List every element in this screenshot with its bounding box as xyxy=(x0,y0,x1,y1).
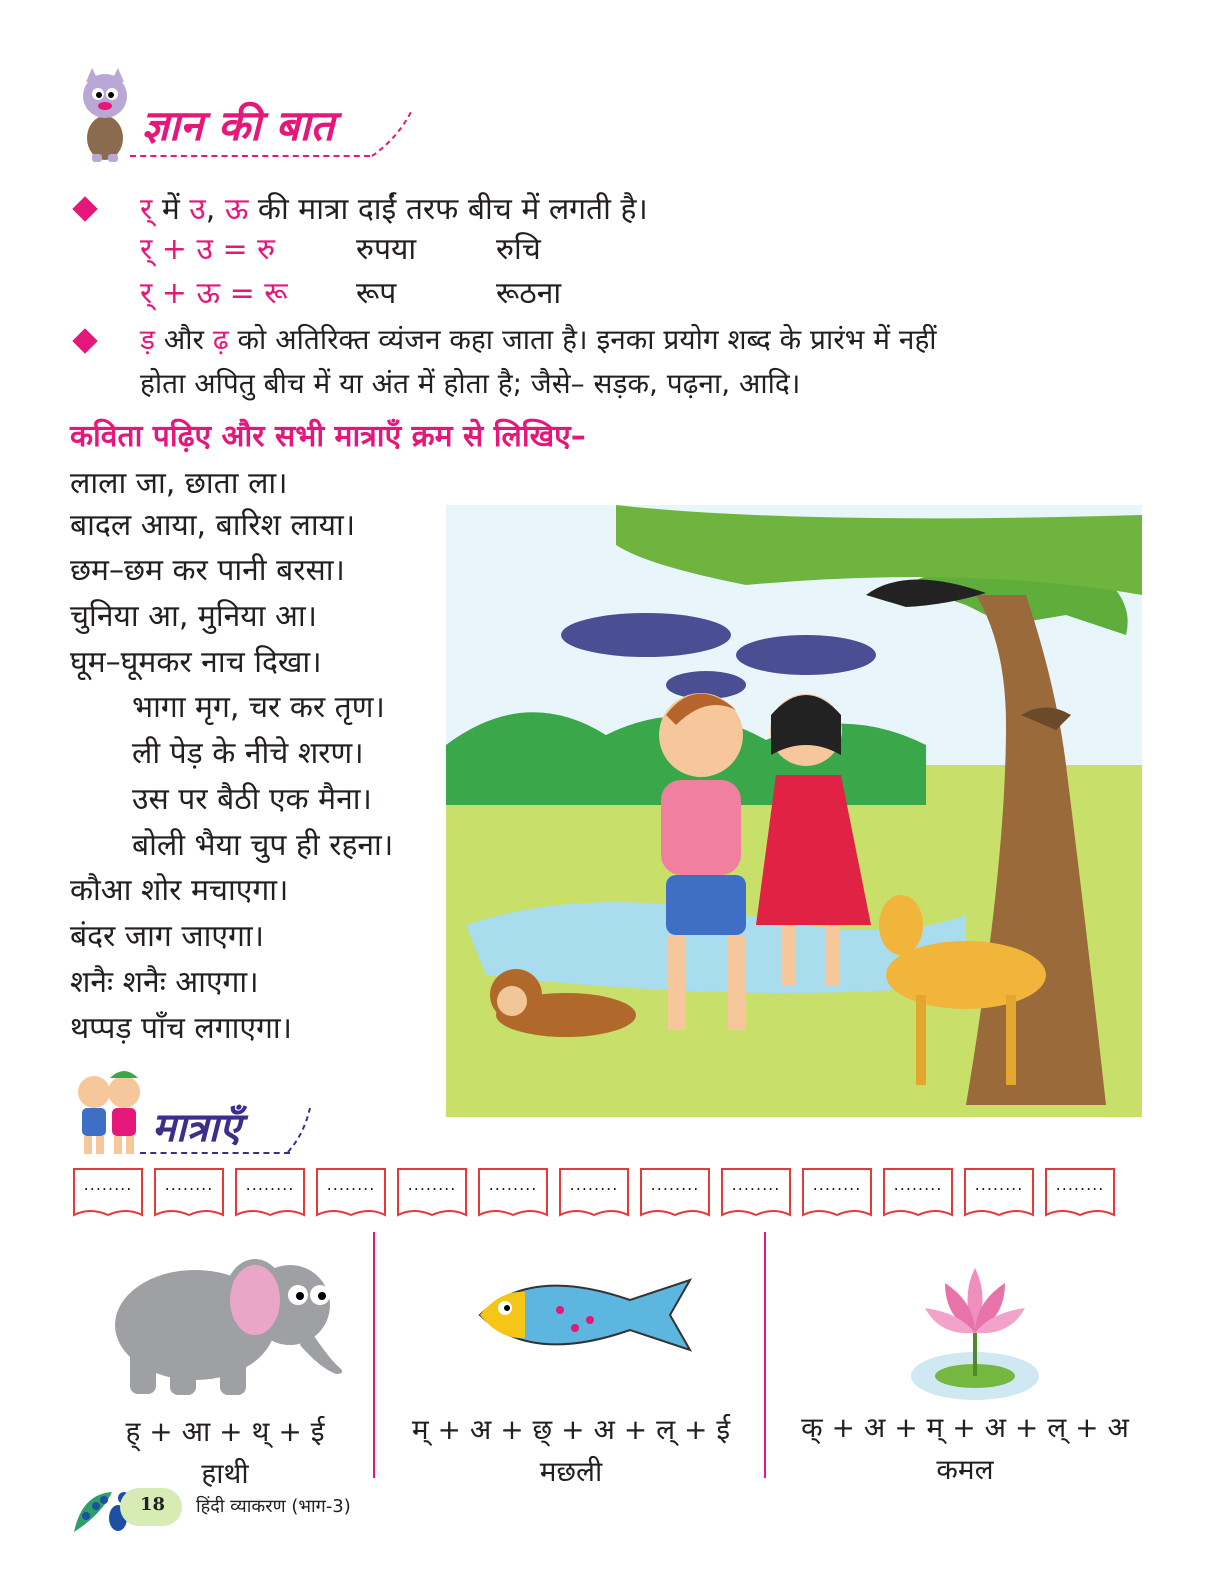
answer-box-dots: ........ xyxy=(974,1175,1024,1194)
poem-line: बादल आया, बारिश लाया। xyxy=(70,508,356,543)
answer-box-dots: ........ xyxy=(326,1175,376,1194)
tip-mein: में xyxy=(152,192,190,227)
answer-box-dots: ........ xyxy=(893,1175,943,1194)
answer-box[interactable] xyxy=(558,1167,630,1217)
poem-line: बंदर जाग जाएगा। xyxy=(70,919,264,954)
answer-box[interactable] xyxy=(153,1167,225,1217)
elephant-icon xyxy=(100,1250,350,1400)
tip-and: और xyxy=(154,323,213,356)
eq1-word1: रुपया xyxy=(356,232,417,267)
eq1-word2: रुचि xyxy=(496,232,541,267)
poem-line: बोली भैया चुप ही रहना। xyxy=(132,828,394,863)
answer-box[interactable] xyxy=(1044,1167,1116,1217)
tip-dh: ढ़ xyxy=(212,323,229,356)
lotus-word: कमल xyxy=(936,1453,994,1486)
answer-box-dots: ........ xyxy=(1055,1175,1105,1194)
tip-heading-underline xyxy=(130,155,370,157)
eq2-word2: रूठना xyxy=(496,276,562,311)
poem-line: छम–छम कर पानी बरसा। xyxy=(70,553,345,588)
eq2-lhs: र् + ऊ = रू xyxy=(140,276,288,311)
tip-d: ड़ xyxy=(140,323,155,356)
answer-box[interactable] xyxy=(234,1167,306,1217)
kids-mascot-icon xyxy=(70,1070,148,1156)
fish-formula: म् + अ + छ् + अ + ल् + ई xyxy=(411,1413,731,1446)
tip-point-2-line2: होता अपितु बीच में या अंत में होता है; जैसे– सड़क, पढ़ना, आदि। xyxy=(140,367,801,400)
lotus-icon xyxy=(905,1258,1045,1408)
lotus-formula: क् + अ + म् + अ + ल् + अ xyxy=(801,1411,1129,1444)
matra-heading-underline xyxy=(140,1152,290,1154)
answer-box[interactable] xyxy=(801,1167,873,1217)
poem-line: उस पर बैठी एक मैना। xyxy=(132,782,372,817)
matra-heading-slash xyxy=(286,1106,316,1158)
answer-box[interactable] xyxy=(396,1167,468,1217)
poem-line: शनैः शनैः आएगा। xyxy=(70,965,259,1000)
answer-box[interactable] xyxy=(963,1167,1035,1217)
answer-box-dots: ........ xyxy=(164,1175,214,1194)
answer-box[interactable] xyxy=(882,1167,954,1217)
answer-box[interactable] xyxy=(720,1167,792,1217)
tip-heading-slash xyxy=(368,108,418,162)
answer-box[interactable] xyxy=(72,1167,144,1217)
matra-heading: मात्राएँ xyxy=(152,1105,241,1151)
answer-box[interactable] xyxy=(477,1167,549,1217)
tip-comma: , xyxy=(205,192,225,227)
eq2-word1: रूप xyxy=(356,276,397,311)
poem-line: भागा मृग, चर कर तृण। xyxy=(132,690,385,725)
tip-point-2 xyxy=(140,322,937,358)
divider xyxy=(373,1232,375,1478)
page-number: 18 xyxy=(140,1494,166,1515)
eq1-lhs: र् + उ = रु xyxy=(140,232,276,267)
answer-box[interactable] xyxy=(639,1167,711,1217)
tip-point2-rest: को अतिरिक्त व्यंजन कहा जाता है। इनका प्रयोग शब्द के प्रारंभ में नहीं xyxy=(228,323,937,356)
elephant-formula: ह् + आ + थ् + ई xyxy=(125,1415,325,1448)
tip-point-1 xyxy=(140,192,648,228)
tip-rest: की मात्रा दाईं तरफ बीच में लगती है। xyxy=(248,192,648,227)
answer-box-dots: ........ xyxy=(245,1175,295,1194)
answer-box[interactable] xyxy=(315,1167,387,1217)
fish-word: मछली xyxy=(539,1455,603,1488)
poem-line: कौआ शोर मचाएगा। xyxy=(70,873,289,908)
rain-scene-illustration xyxy=(446,505,1142,1117)
answer-box-dots: ........ xyxy=(650,1175,700,1194)
poem-line: थप्पड़ पाँच लगाएगा। xyxy=(70,1011,293,1046)
poem-line: ली पेड़ के नीचे शरण। xyxy=(132,736,364,771)
answer-box-dots: ........ xyxy=(488,1175,538,1194)
fish-icon xyxy=(470,1270,700,1360)
tip-heading: ज्ञान की बात xyxy=(142,101,335,150)
answer-box-dots: ........ xyxy=(407,1175,457,1194)
instruction-heading: कविता पढ़िए और सभी मात्राएँ क्रम से लिखिए– xyxy=(70,419,586,454)
cat-mascot-icon xyxy=(70,68,140,164)
answer-box-dots: ........ xyxy=(812,1175,862,1194)
poem-line: चुनिया आ, मुनिया आ। xyxy=(70,599,318,634)
poem-line: लाला जा, छाता ला। xyxy=(70,466,288,501)
bullet-diamond-icon xyxy=(72,328,97,353)
answer-box-dots: ........ xyxy=(569,1175,619,1194)
tip-uu: ऊ xyxy=(224,192,249,227)
poem-line: घूम–घूमकर नाच दिखा। xyxy=(70,645,322,680)
answer-box-dots: ........ xyxy=(731,1175,781,1194)
tip-u: उ xyxy=(189,192,206,227)
elephant-word: हाथी xyxy=(201,1457,249,1490)
tip-ra: र् xyxy=(140,192,153,227)
book-title: हिंदी व्याकरण (भाग-3) xyxy=(196,1496,351,1517)
bullet-diamond-icon xyxy=(72,196,97,221)
answer-box-dots: ........ xyxy=(83,1175,133,1194)
